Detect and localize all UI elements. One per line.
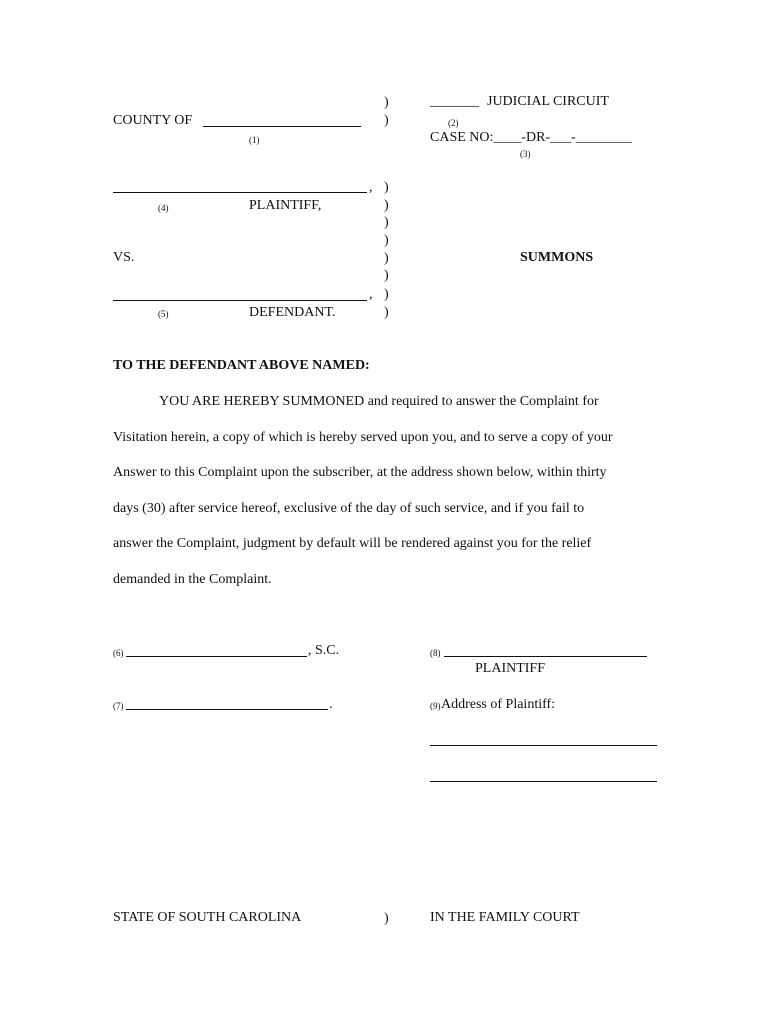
body-line: Answer to this Complaint upon the subscriber, at the address shown below, within thirty [113,465,607,480]
caption-paren: ) [384,305,389,320]
note-9: (9) [430,701,441,711]
defendant-name-line [113,300,367,301]
judicial-circuit-blank: _______ [430,94,479,109]
judicial-circuit-label: JUDICIAL CIRCUIT [487,94,609,109]
note-2: (2) [448,118,459,128]
plaintiff-signature-label: PLAINTIFF [475,661,546,676]
note-5: (5) [158,309,169,319]
city-blank [126,656,307,657]
date-period: . [329,697,333,712]
summons-title: SUMMONS [520,250,594,265]
caption-paren: ) [384,198,389,213]
body-line: answer the Complaint, judgment by default will be rendered against you for the relief [113,536,592,551]
caption-paren: ) [384,215,389,230]
court-label: IN THE FAMILY COURT [430,910,580,925]
state-label: STATE OF SOUTH CAROLINA [113,910,302,925]
vs-label: VS. [113,250,135,265]
defendant-comma: , [369,287,373,302]
address-line [430,781,657,782]
plaintiff-label: PLAINTIFF, [249,198,322,213]
note-4: (4) [158,203,169,213]
caption-paren: ) [384,268,389,283]
date-blank [126,709,328,710]
note-8: (8) [430,648,441,658]
county-blank [203,126,361,127]
caption-paren: ) [384,180,389,195]
address-line [430,745,657,746]
caption-paren: ) [384,287,389,302]
note-1: (1) [249,135,260,145]
caption-paren: ) [384,251,389,266]
county-label: COUNTY OF [113,113,193,128]
caption-paren: ) [384,95,389,110]
note-3: (3) [520,149,531,159]
plaintiff-signature-line [444,656,647,657]
caption-paren: ) [384,233,389,248]
body-line: Visitation herein, a copy of which is hereby served upon you, and to serve a copy of your [113,429,613,445]
case-number: CASE NO:____-DR-___-________ [430,130,632,145]
body-line: YOU ARE HEREBY SUMMONED and required to answer the Complaint for [159,394,599,409]
summons-body [113,384,673,597]
note-6: (6) [113,648,124,658]
footer-paren: ) [384,911,389,926]
body-line: demanded in the Complaint. [113,571,272,587]
note-7: (7) [113,701,124,711]
plaintiff-name-line [113,192,367,193]
sc-label: , S.C. [308,643,340,658]
defendant-label: DEFENDANT. [249,305,336,320]
plaintiff-comma: , [369,180,373,195]
caption-paren: ) [384,113,389,128]
body-line: days (30) after service hereof, exclusive of the day of such service, and if you fail to [113,500,585,516]
summons-heading: TO THE DEFENDANT ABOVE NAMED: [113,358,370,373]
address-label: Address of Plaintiff: [441,697,556,712]
